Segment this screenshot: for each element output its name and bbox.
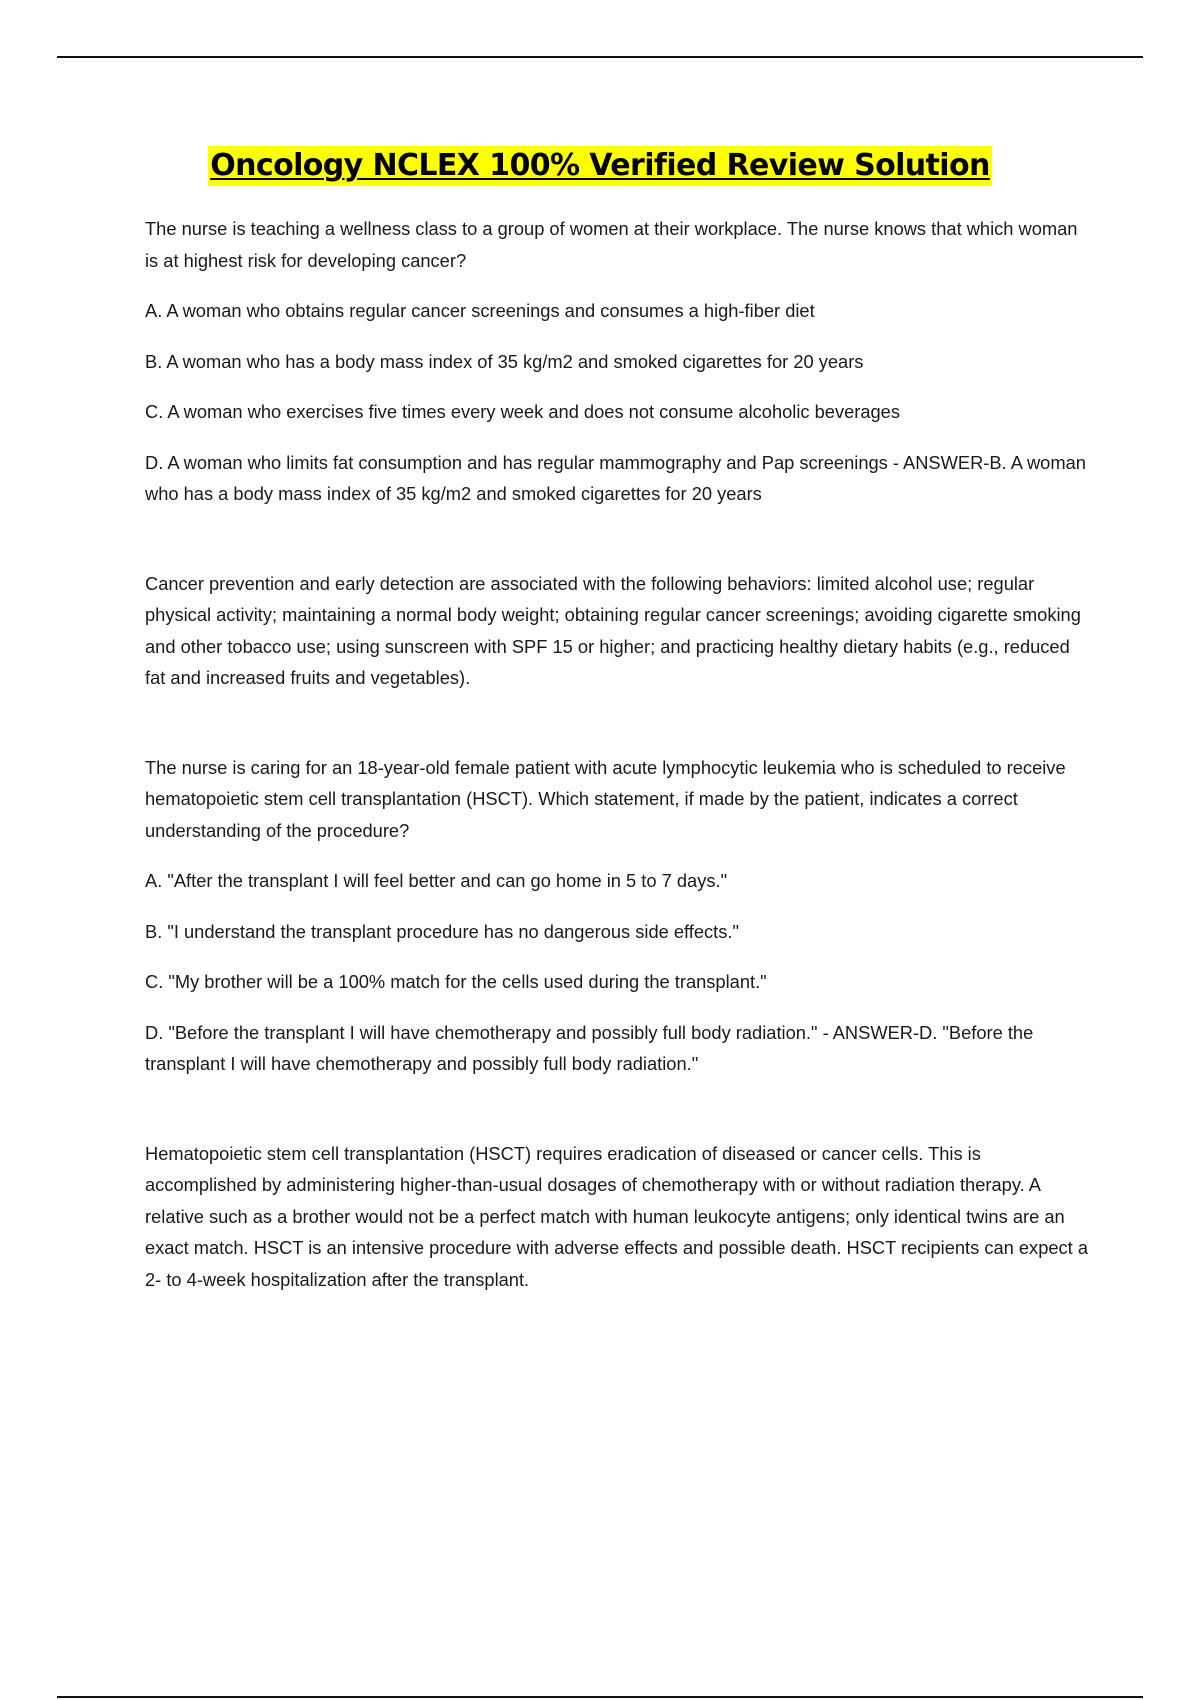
question-block xyxy=(145,752,1090,1080)
document-body xyxy=(145,213,1090,1295)
spacer xyxy=(145,694,1090,752)
answer-option-c: C. "My brother will be a 100% match for the cells used during the transplant." xyxy=(145,971,767,992)
answer-option-a: A. "After the transplant I will feel better and can go home in 5 to 7 days." xyxy=(145,870,728,891)
question-stem: The nurse is caring for an 18-year-old female patient with acute lymphocytic leukemia who is scheduled to receive hematopoietic stem cell transplantation (HSCT). Which statement, if made by the patient, indicates a correct understanding of the procedure? xyxy=(145,756,1066,841)
spacer xyxy=(145,1080,1090,1138)
answer-option-a: A. A woman who obtains regular cancer screenings and consumes a high-fiber diet xyxy=(145,300,815,321)
rationale-paragraph: Cancer prevention and early detection are associated with the following behaviors: limited alcohol use; regular physical activity; maintaining a normal body weight; obtaining regular cancer screenings; avoiding cigarette smoking and other tobacco use; using sunscreen with SPF 15 or higher; and practicing healthy dietary habits (e.g., reduced fat and increased fruits and vegetables). xyxy=(145,572,1081,688)
top-rule xyxy=(57,56,1143,58)
answer-option-c: C. A woman who exercises five times every week and does not consume alcoholic beverages xyxy=(145,401,900,422)
spacer xyxy=(145,510,1090,568)
question-block xyxy=(145,213,1090,510)
answer-option-b: B. "I understand the transplant procedure has no dangerous side effects." xyxy=(145,920,739,942)
document-title: Oncology NCLEX 100% Verified Review Solution xyxy=(208,146,992,186)
bottom-rule xyxy=(57,1696,1143,1698)
answer-option-d: D. A woman who limits fat consumption and has regular mammography and Pap screenings - ANSWER-B. A woman who has a body mass index of 35 kg/m2 and smoked cigarettes for 20 years xyxy=(145,451,1086,504)
rationale-paragraph: Hematopoietic stem cell transplantation (HSCT) requires eradication of diseased or cancer cells. This is accomplished by administering higher-than-usual dosages of chemotherapy with or without radiation therapy. A relative such as a brother would not be a perfect match with human leukocyte antigens; only identical twins are an exact match. HSCT is an intensive procedure with adverse effects and possible death. HSCT recipients can expect a 2- to 4-week hospitalization after the transplant. xyxy=(145,1142,1088,1290)
answer-option-d: D. "Before the transplant I will have chemotherapy and possibly full body radiation." - ANSWER-D. "Before the transplant I will have chemotherapy and possibly full body radiation." xyxy=(145,1021,1034,1074)
title-container xyxy=(0,146,1200,186)
question-stem: The nurse is teaching a wellness class to a group of women at their workplace. The nurse knows that which woman is at highest risk for developing cancer? xyxy=(145,218,1078,271)
answer-option-b: B. A woman who has a body mass index of 35 kg/m2 and smoked cigarettes for 20 years xyxy=(145,350,864,372)
